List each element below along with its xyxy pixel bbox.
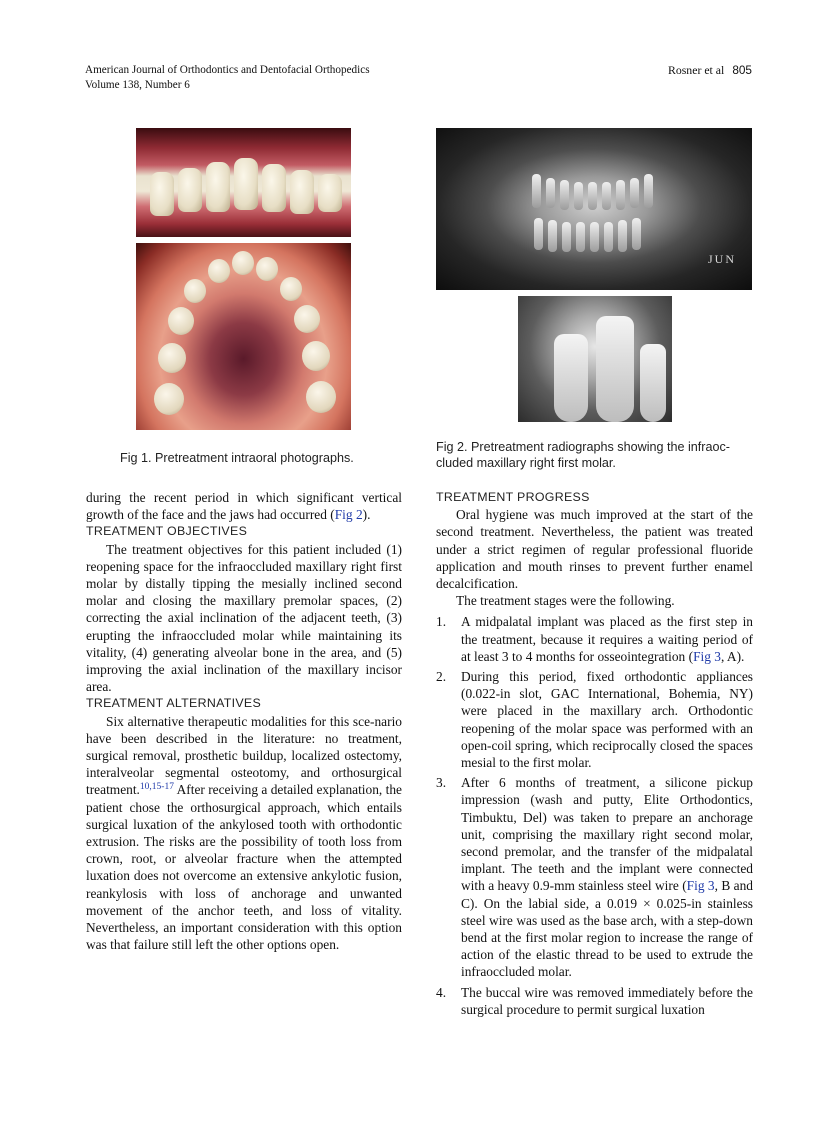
fig1-frontal-intraoral-photo [136,128,351,237]
intro-text: during the recent period in which significant vertical growth of the face and the jaws had occurred ( [86,490,402,523]
intro-paragraph [86,489,402,523]
fig2-periapical-radiograph [518,296,672,422]
radiograph-marker: JUN [707,252,736,266]
fig3-link[interactable]: Fig 3 [686,878,715,894]
intro-end: ). [362,507,371,523]
list-item-number: 3. [436,775,447,791]
right-column [436,489,753,1021]
list-item-text: , B and C). On the labial side, a 0.019 × 0.025-in stainless steel wire was used as the base arch, with a step-down bend at the first molar region to increase the range of action of the elastic thread to be used to extrude the infraoccluded molar. [461,878,754,980]
alternatives-text-1: Six alternative therapeutic modalities for this sce-nario have been described in the literature: no treatment, surgical removal, prosthetic buildup, localized ostectomy, interalveolar segmental osteotomy, and orthosurgical treatment. [86,713,402,798]
fig2-caption: Fig 2. Pretreatment radiographs showing the infraoc-cluded maxillary right first molar. [436,440,731,470]
fig1-occlusal-intraoral-photo [136,243,351,430]
fig2-panoramic-radiograph [436,128,752,290]
heading-treatment-progress: TREATMENT PROGRESS [436,490,590,504]
authors: Rosner et al [667,63,725,77]
page-number: 805 [732,63,752,77]
progress-paragraph-2: The treatment stages were the following. [456,593,675,609]
running-header-page [668,63,752,78]
progress-paragraph-1: Oral hygiene was much improved at the start of the second treatment. Nevertheless, the patient was treated under a strict regimen of regular professional fluoride application and mouth rinses to prevent further enamel decalcification. [436,507,753,592]
left-column [86,489,402,953]
heading-treatment-objectives: TREATMENT OBJECTIVES [86,524,248,539]
list-item-number: 4. [436,984,447,1000]
citation-link[interactable]: 10,15-17 [139,782,174,793]
fig2-link[interactable]: Fig 2 [334,507,363,523]
alternatives-paragraph [86,713,402,954]
objectives-paragraph: The treatment objectives for this patient included (1) reopening space for the infraoccluded maxillary right first molar by distally tipping the mesially inclined second molar and closing the maxillary premolar spaces, (2) correcting the axial inclination of the adjacent teeth, (3) erupting the infraoccluded molar while maintaining its vitality, (4) generating alveolar bone in the area, and (5) improving the axial inclination of the maxillary incisor area. [86,541,402,695]
list-item [436,984,753,1018]
heading-treatment-alternatives: TREATMENT ALTERNATIVES [86,696,262,711]
alternatives-text-2: After receiving a detailed explanation, the patient chose the orthosurgical approach, which entails surgical luxation of the ankylosed tooth with orthodontic extrusion. The risks are the possibility of tooth loss from crown, root, or alveolar fracture when the attempted luxation does not overcome an extensive ankylotic fusion, reankylosis with loss of anchorage and unwanted movement of the anchor teeth, and loss of vitality. Nevertheless, an important consideration with this option was that failure still left the other options open. [86,782,402,953]
fig3-link[interactable]: Fig 3 [693,648,721,664]
list-item-text: After 6 months of treatment, a silicone pickup impression (wash and putty, Elite Orthodontics, Timbuktu, Del) was taken to prepare an anchorage unit, comprising the maxillary right second molar, second premolar, and the transfer of the midpalatal implant. The teeth and the implant were connected with a heavy 0.9-mm stainless steel wire ( [461,775,753,894]
list-item-number: 1. [436,614,447,630]
running-header-journal [85,63,370,93]
fig1-caption: Fig 1. Pretreatment intraoral photographs. [120,451,354,465]
list-item-text: The buccal wire was removed immediately before the surgical procedure to permit surgical luxation [461,984,753,1017]
treatment-stages-list [436,613,753,1018]
list-item [436,774,753,980]
list-item-number: 2. [436,669,447,685]
list-item [436,668,753,771]
journal-volume: Volume 138, Number 6 [85,79,190,91]
list-item [436,613,753,665]
journal-title: American Journal of Orthodontics and Dentofacial Orthopedics [85,64,370,76]
list-item-text: A midpalatal implant was placed as the first step in the treatment, because it requires a waiting period of at least 3 to 4 months for osseointegration ( [461,614,753,664]
list-item-text: , A). [720,648,745,664]
list-item-text: During this period, fixed orthodontic appliances (0.022-in slot, GAC International, Bohemia, NY) were placed in the maxillary arch. Orthodontic reopening of the molar space was performed with an open-coil spring, which reciprocally closed the spaces mesial to the first molar. [461,669,753,771]
